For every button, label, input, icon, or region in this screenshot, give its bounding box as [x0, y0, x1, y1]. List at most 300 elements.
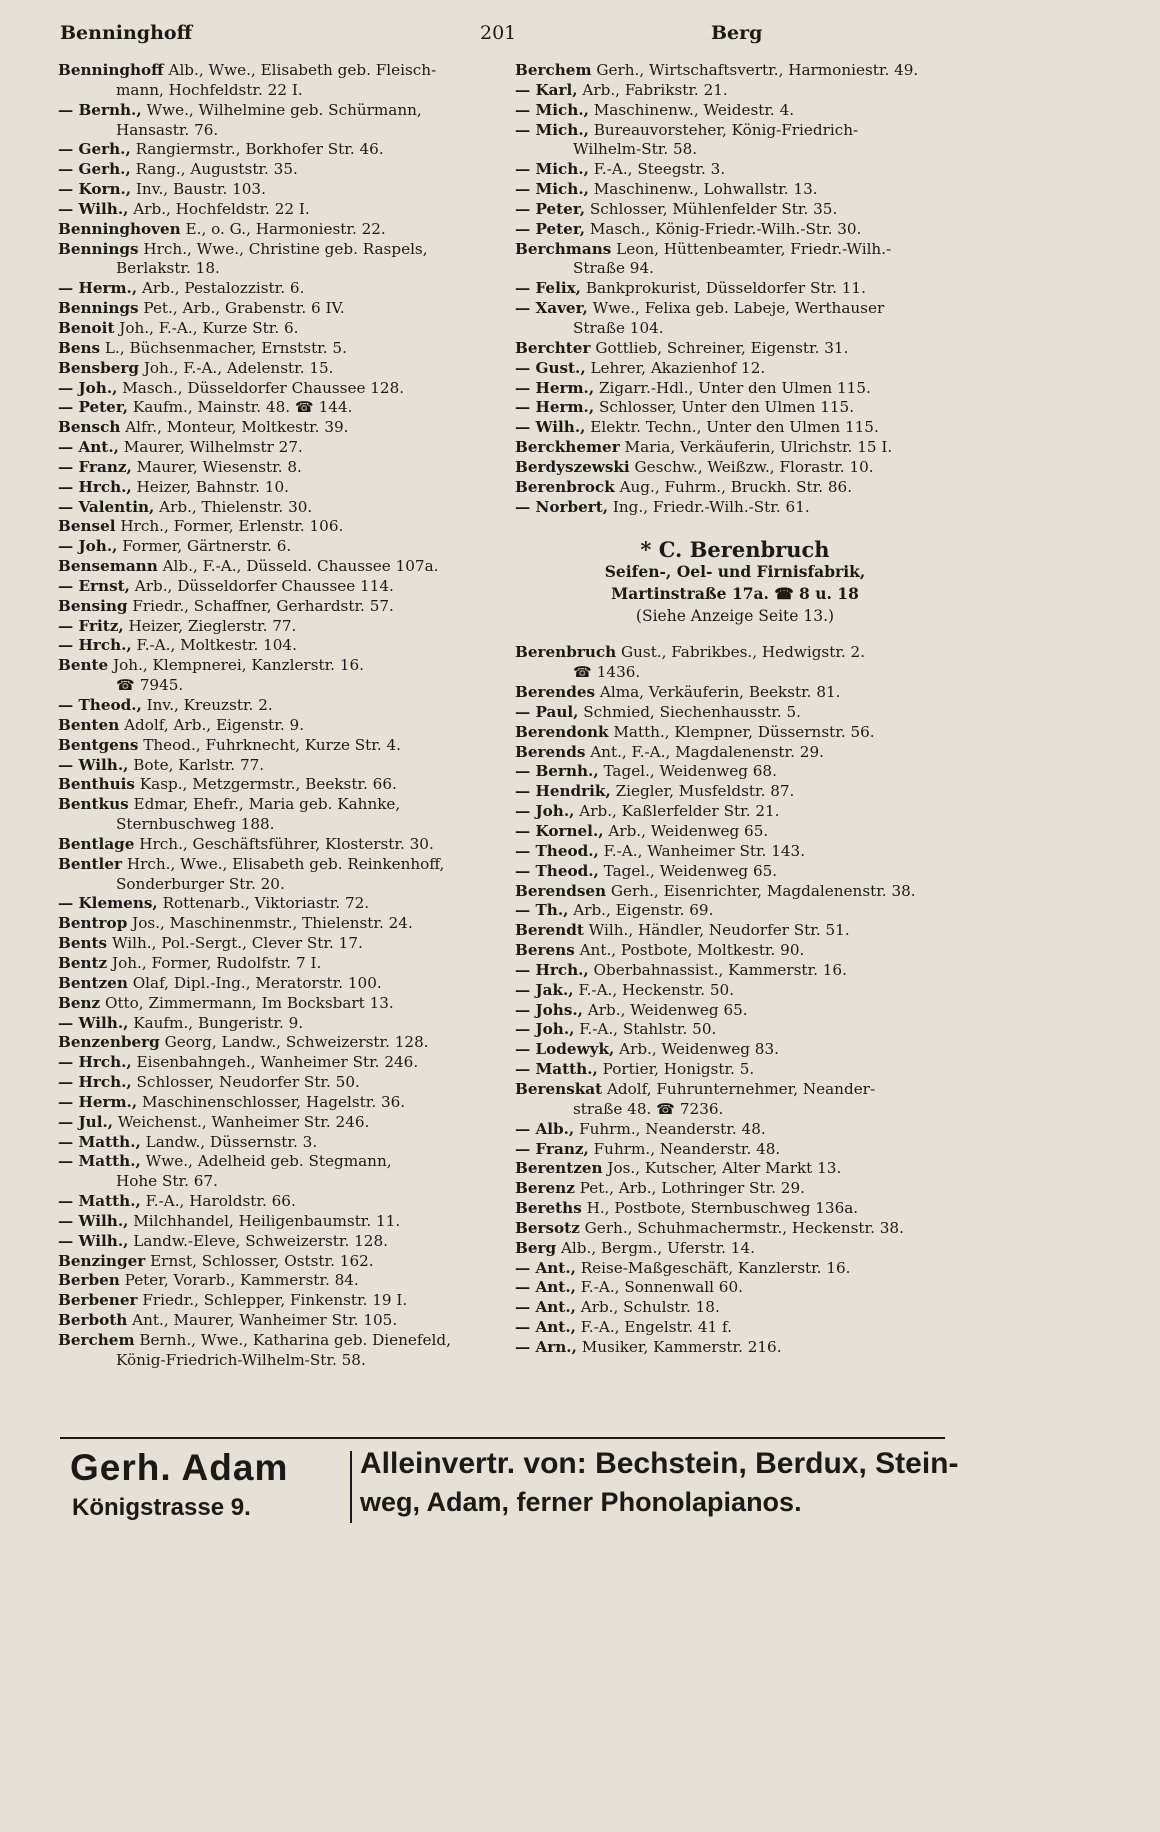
directory-entry: [58, 140, 498, 160]
directory-entry: [58, 1033, 498, 1053]
entry-first-line: [515, 299, 955, 319]
entry-details: Arb., Schulstr. 18.: [580, 1298, 720, 1317]
entry-details: Alb., F.-A., Düsseld. Chaussee 107a.: [162, 557, 439, 576]
directory-entry: [58, 1113, 498, 1133]
entry-first-line: [58, 1152, 498, 1172]
directory-entry: [58, 240, 498, 280]
directory-entry: [58, 359, 498, 379]
directory-entry: [58, 1331, 498, 1371]
entry-details: Adolf, Fuhrunternehmer, Neander-: [606, 1079, 876, 1098]
entry-details: Reise-Maßgeschäft, Kanzlerstr. 16.: [580, 1258, 851, 1277]
entry-name: — Mich.,: [515, 120, 589, 139]
entry-details: Ant., Postbote, Moltkestr. 90.: [579, 941, 805, 960]
advert-line-1: Seifen-, Oel- und Firnisfabrik,: [604, 562, 866, 582]
directory-entry: [58, 1252, 498, 1272]
entry-name: — Korn.,: [58, 180, 132, 199]
directory-entry: [515, 81, 955, 101]
entry-name: Berendt: [515, 921, 584, 940]
directory-entry: [58, 894, 498, 914]
entry-continuation: Hansastr. 76.: [116, 120, 219, 139]
directory-entry: [58, 636, 498, 656]
entry-first-line: [58, 716, 498, 736]
entry-name: — Franz,: [515, 1139, 589, 1158]
entry-name: Bensch: [58, 418, 121, 437]
directory-entry: [58, 279, 498, 299]
entry-name: Benzenberg: [58, 1033, 160, 1052]
entry-name: — Mich.,: [515, 160, 589, 179]
directory-entry: [515, 1020, 955, 1040]
entry-first-line: [515, 240, 955, 260]
directory-entry: [58, 656, 498, 696]
entry-name: — Matth.,: [58, 1192, 141, 1211]
entry-first-line: [515, 121, 955, 141]
entry-first-line: [58, 398, 498, 418]
entry-name: — Herm.,: [58, 279, 138, 298]
entry-details: F.-A., Engelstr. 41 f.: [580, 1318, 732, 1337]
entry-details: Hrch., Wwe., Christine geb. Raspels,: [143, 239, 428, 258]
entry-first-line: [515, 643, 955, 663]
entry-name: Berchem: [515, 61, 592, 79]
entry-first-line: [58, 1331, 498, 1351]
entry-details: F.-A., Heckenstr. 50.: [578, 980, 735, 999]
entry-details: Edmar, Ehefr., Maria geb. Kahnke,: [133, 795, 401, 814]
entry-name: Berendsen: [515, 881, 607, 900]
directory-entry: [515, 1239, 955, 1259]
entry-first-line: [515, 359, 955, 379]
entry-details: Olaf, Dipl.-Ing., Meratorstr. 100.: [132, 973, 382, 992]
entry-details: Inv., Baustr. 103.: [135, 180, 266, 199]
advert-line-3: (Siehe Anzeige Seite 13.): [635, 607, 835, 626]
entry-first-line: [515, 180, 955, 200]
directory-entry: [58, 617, 498, 637]
directory-entry: [58, 1311, 498, 1331]
entry-first-line: [515, 1179, 955, 1199]
directory-entry: [58, 557, 498, 577]
entry-name: — Peter,: [58, 398, 129, 417]
entry-details: Arb., Weidenweg 65.: [608, 822, 769, 840]
entry-first-line: [58, 696, 498, 716]
entry-details: Alfr., Monteur, Moltkestr. 39.: [125, 418, 349, 437]
entry-first-line: [515, 981, 955, 1001]
entry-details: Schmied, Siechenhausstr. 5.: [583, 702, 801, 721]
entry-name: — Hrch.,: [58, 636, 132, 655]
entry-details: F.-A., Moltkestr. 104.: [136, 636, 297, 655]
entry-name: — Ant.,: [515, 1258, 576, 1277]
entry-first-line: [58, 835, 498, 855]
directory-entry: [515, 339, 955, 359]
entry-continuation: Straße 104.: [573, 318, 664, 337]
header-right-keyword: Berg: [711, 22, 763, 44]
directory-entry: [58, 994, 498, 1014]
entry-first-line: [515, 438, 955, 458]
directory-entry: [515, 1179, 955, 1199]
entry-continuation: Sternbuschweg 188.: [116, 815, 275, 834]
entry-first-line: [515, 802, 955, 822]
left-column: [58, 61, 498, 1371]
directory-entry: [515, 458, 955, 478]
page-number: 201: [480, 22, 517, 44]
entry-name: Berckhemer: [515, 438, 620, 457]
directory-entry: [515, 1259, 955, 1279]
entry-first-line: [515, 379, 955, 399]
directory-entry: [58, 61, 498, 101]
directory-entry: [58, 1073, 498, 1093]
entry-name: Benzinger: [58, 1251, 146, 1270]
directory-entry: [515, 981, 955, 1001]
advert-line-2: Martinstraße 17a. ☎ 8 u. 18: [611, 584, 859, 604]
entry-name: Berenskat: [515, 1079, 603, 1098]
entry-first-line: [515, 1140, 955, 1160]
entry-details: Bureauvorsteher, König-Friedrich-: [593, 120, 859, 139]
entry-details: Bernh., Wwe., Katharina geb. Dienefeld,: [139, 1331, 451, 1349]
entry-details: Friedr., Schaffner, Gerhardstr. 57.: [132, 596, 394, 615]
entry-first-line: [515, 279, 955, 299]
entry-details: Elektr. Techn., Unter den Ulmen 115.: [590, 418, 879, 437]
entry-first-line: [515, 782, 955, 802]
footer-advert-line-2: weg, Adam, ferner Phonolapianos.: [360, 1487, 802, 1517]
right-entries-bottom: [515, 643, 955, 1357]
entry-details: Gerh., Schuhmachermstr., Heckenstr. 38.: [584, 1218, 904, 1237]
directory-entry: [58, 339, 498, 359]
entry-first-line: [515, 1159, 955, 1179]
entry-details: Aug., Fuhrm., Bruckh. Str. 86.: [619, 477, 853, 496]
entry-details: Ant., Maurer, Wanheimer Str. 105.: [132, 1311, 398, 1330]
directory-entry: [58, 299, 498, 319]
entry-name: — Gust.,: [515, 358, 586, 377]
entry-name: — Wilh.,: [58, 1211, 129, 1230]
entry-first-line: [58, 597, 498, 617]
entry-details: Milchhandel, Heiligenbaumstr. 11.: [133, 1211, 401, 1230]
entry-first-line: [58, 537, 498, 557]
entry-first-line: [515, 458, 955, 478]
entry-name: — Hrch.,: [58, 477, 132, 496]
entry-details: Rang., Auguststr. 35.: [135, 160, 298, 179]
entry-first-line: [515, 61, 955, 81]
entry-first-line: [58, 577, 498, 597]
entry-details: Landw.-Eleve, Schweizerstr. 128.: [133, 1231, 388, 1250]
directory-entry: [515, 802, 955, 822]
entry-first-line: [515, 743, 955, 763]
entry-continuation: ☎ 1436.: [573, 663, 641, 682]
entry-details: Maurer, Wilhelmstr 27.: [123, 438, 303, 457]
entry-details: Wwe., Felixa geb. Labeje, Werthauser: [592, 299, 885, 318]
entry-name: Berchter: [515, 338, 591, 357]
entry-details: Friedr., Schlepper, Finkenstr. 19 I.: [142, 1291, 408, 1310]
entry-name: Bentrop: [58, 914, 128, 933]
directory-entry: [58, 537, 498, 557]
entry-details: Adolf, Arb., Eigenstr. 9.: [124, 715, 305, 734]
directory-entry: [58, 418, 498, 438]
entry-details: Rangiermstr., Borkhofer Str. 46.: [135, 140, 384, 159]
entry-continuation: Berlakstr. 18.: [116, 259, 220, 278]
entry-name: Bersotz: [515, 1218, 580, 1237]
footer-divider: [60, 1437, 945, 1439]
directory-entry: [58, 1014, 498, 1034]
entry-name: — Matth.,: [58, 1132, 141, 1151]
entry-first-line: [58, 1053, 498, 1073]
advert-company-name: * C. Berenbruch: [640, 537, 830, 563]
entry-name: Bensemann: [58, 557, 158, 576]
entry-first-line: [58, 1133, 498, 1153]
entry-name: Berendes: [515, 683, 596, 702]
entry-details: Alma, Verkäuferin, Beekstr. 81.: [599, 683, 841, 702]
directory-entry: [515, 882, 955, 902]
directory-entry: [58, 180, 498, 200]
directory-entry: [515, 299, 955, 339]
entry-first-line: [515, 1318, 955, 1338]
entry-first-line: [58, 1192, 498, 1212]
entry-details: Ernst, Schlosser, Oststr. 162.: [150, 1251, 374, 1270]
entry-details: Gust., Fabrikbes., Hedwigstr. 2.: [621, 643, 866, 662]
entry-name: Berchem: [58, 1331, 135, 1349]
directory-entry: [515, 498, 955, 518]
entry-name: Berends: [515, 742, 586, 761]
directory-entry: [515, 822, 955, 842]
entry-name: Benz: [58, 993, 101, 1012]
entry-first-line: [515, 160, 955, 180]
entry-details: Joh., Klempnerei, Kanzlerstr. 16.: [113, 656, 364, 675]
directory-entry: [58, 101, 498, 141]
entry-details: Gerh., Eisenrichter, Magdalenenstr. 38.: [610, 881, 916, 900]
entry-details: Matth., Klempner, Düssernstr. 56.: [613, 722, 875, 741]
entry-details: Peter, Vorarb., Kammerstr. 84.: [124, 1271, 359, 1290]
entry-name: Berens: [515, 941, 575, 960]
entry-details: Wilh., Pol.-Sergt., Clever Str. 17.: [111, 934, 363, 953]
entry-first-line: [58, 101, 498, 121]
entry-first-line: [58, 934, 498, 954]
entry-first-line: [515, 478, 955, 498]
entry-details: Arb., Kaßlerfelder Str. 21.: [579, 802, 780, 821]
directory-entry: [515, 921, 955, 941]
entry-name: — Johs.,: [515, 1000, 583, 1019]
directory-entry: [515, 1140, 955, 1160]
directory-entry: [515, 1120, 955, 1140]
entry-name: — Wilh.,: [58, 1013, 129, 1032]
entry-details: Hrch., Geschäftsführer, Klosterstr. 30.: [139, 834, 434, 853]
entry-continuation: Sonderburger Str. 20.: [116, 874, 285, 893]
directory-entry: [58, 220, 498, 240]
entry-details: Jos., Kutscher, Alter Markt 13.: [607, 1159, 842, 1178]
directory-entry: [515, 200, 955, 220]
entry-details: Geschw., Weißzw., Florastr. 10.: [634, 457, 874, 476]
directory-entry: [515, 418, 955, 438]
entry-details: Bote, Karlstr. 77.: [133, 755, 265, 774]
entry-details: Wwe., Adelheid geb. Stegmann,: [145, 1152, 392, 1171]
directory-entry: [515, 220, 955, 240]
entry-name: — Joh.,: [58, 378, 118, 397]
entry-first-line: [58, 478, 498, 498]
entry-first-line: [58, 339, 498, 359]
entry-continuation: Wilhelm-Str. 58.: [573, 140, 698, 159]
directory-entry: [58, 458, 498, 478]
directory-entry: [515, 901, 955, 921]
entry-details: Wilh., Händler, Neudorfer Str. 51.: [588, 921, 850, 940]
entry-details: Eisenbahngeh., Wanheimer Str. 246.: [136, 1053, 419, 1072]
entry-name: — Fritz,: [58, 616, 124, 635]
directory-entry: [58, 319, 498, 339]
header-left-keyword: Benninghoff: [60, 22, 193, 44]
entry-name: — Bernh.,: [515, 762, 599, 781]
entry-details: F.-A., Wanheimer Str. 143.: [603, 841, 806, 860]
entry-first-line: [58, 756, 498, 776]
entry-name: Bentz: [58, 953, 108, 972]
directory-entry: [58, 914, 498, 934]
directory-entry: [58, 1093, 498, 1113]
entry-name: — Felix,: [515, 279, 581, 298]
entry-name: Bentzen: [58, 973, 128, 992]
entry-first-line: [515, 1040, 955, 1060]
entry-name: — Gerh.,: [58, 140, 131, 159]
directory-entry: [515, 862, 955, 882]
entry-details: Joh., F.-A., Kurze Str. 6.: [119, 318, 299, 337]
directory-entry: [58, 696, 498, 716]
entry-first-line: [515, 81, 955, 101]
entry-name: — Jul.,: [58, 1112, 114, 1131]
entry-name: Berendonk: [515, 722, 609, 741]
entry-first-line: [515, 941, 955, 961]
directory-entry: [58, 398, 498, 418]
entry-name: — Peter,: [515, 199, 586, 218]
entry-name: Bentler: [58, 854, 122, 873]
entry-details: Wwe., Wilhelmine geb. Schürmann,: [146, 100, 422, 119]
entry-details: Pet., Arb., Lothringer Str. 29.: [579, 1179, 805, 1198]
directory-entry: [58, 597, 498, 617]
entry-first-line: [58, 240, 498, 260]
directory-entry: [58, 478, 498, 498]
directory-entry: [515, 240, 955, 280]
entry-name: — Joh.,: [515, 1020, 575, 1039]
entry-first-line: [58, 557, 498, 577]
entry-name: — Joh.,: [58, 537, 118, 556]
entry-details: Kasp., Metzgermstr., Beekstr. 66.: [139, 775, 397, 794]
entry-details: Musiker, Kammerstr. 216.: [581, 1337, 782, 1356]
entry-first-line: [58, 359, 498, 379]
entry-details: Arb., Fabrikstr. 21.: [582, 80, 728, 99]
entry-name: Benten: [58, 715, 120, 734]
entry-first-line: [58, 438, 498, 458]
entry-details: Schlosser, Mühlenfelder Str. 35.: [589, 199, 838, 218]
entry-first-line: [58, 736, 498, 756]
entry-name: Benoit: [58, 318, 115, 337]
entry-first-line: [515, 1298, 955, 1318]
entry-details: Tagel., Weidenweg 65.: [603, 861, 778, 880]
entry-first-line: [58, 994, 498, 1014]
directory-entry: [515, 160, 955, 180]
entry-first-line: [515, 1278, 955, 1298]
entry-name: — Jak.,: [515, 980, 574, 999]
directory-entry: [58, 1133, 498, 1153]
entry-name: — Theod.,: [515, 841, 599, 860]
entry-first-line: [58, 1073, 498, 1093]
entry-name: Bentgens: [58, 735, 139, 754]
directory-entry: [515, 398, 955, 418]
entry-first-line: [58, 1033, 498, 1053]
entry-first-line: [515, 200, 955, 220]
entry-first-line: [58, 1113, 498, 1133]
directory-entry: [515, 1080, 955, 1120]
entry-name: Benninghoff: [58, 61, 164, 79]
directory-entry: [515, 438, 955, 458]
entry-name: — Matth.,: [515, 1060, 598, 1079]
entry-name: — Ant.,: [515, 1278, 576, 1297]
entry-name: — Paul,: [515, 702, 579, 721]
entry-first-line: [515, 1020, 955, 1040]
entry-details: Schlosser, Neudorfer Str. 50.: [136, 1073, 360, 1092]
entry-first-line: [58, 220, 498, 240]
directory-entry: [515, 1159, 955, 1179]
entry-name: Berboth: [58, 1311, 128, 1330]
entry-first-line: [515, 683, 955, 703]
entry-first-line: [515, 703, 955, 723]
right-entries-top: [515, 61, 955, 517]
entry-name: — Bernh.,: [58, 100, 142, 119]
directory-entry: [58, 835, 498, 855]
entry-details: Joh., Former, Rudolfstr. 7 I.: [112, 953, 322, 972]
directory-entry: [58, 775, 498, 795]
directory-entry: [515, 961, 955, 981]
entry-name: Bennings: [58, 299, 139, 318]
entry-first-line: [515, 1259, 955, 1279]
entry-first-line: [58, 61, 498, 81]
directory-entry: [515, 359, 955, 379]
entry-first-line: [58, 160, 498, 180]
entry-name: Berben: [58, 1271, 120, 1290]
entry-first-line: [58, 954, 498, 974]
entry-name: — Ant.,: [58, 438, 119, 457]
entry-first-line: [58, 974, 498, 994]
entry-details: Arb., Thielenstr. 30.: [159, 497, 313, 516]
entry-first-line: [58, 1271, 498, 1291]
directory-entry: [58, 855, 498, 895]
directory-entry: [515, 643, 955, 683]
entry-first-line: [58, 894, 498, 914]
entry-continuation: Straße 94.: [573, 259, 654, 278]
entry-name: — Hrch.,: [58, 1073, 132, 1092]
entry-details: Inv., Kreuzstr. 2.: [146, 696, 273, 714]
entry-details: Heizer, Zieglerstr. 77.: [128, 616, 297, 635]
directory-entry: [515, 1060, 955, 1080]
directory-entry: [58, 1152, 498, 1192]
directory-entry: [515, 762, 955, 782]
entry-details: Masch., Düsseldorfer Chaussee 128.: [122, 378, 405, 397]
entry-name: Benthuis: [58, 775, 135, 794]
entry-continuation: Hohe Str. 67.: [116, 1172, 218, 1191]
directory-entry: [58, 498, 498, 518]
directory-entry: [58, 200, 498, 220]
entry-name: Bents: [58, 934, 108, 953]
entry-first-line: [58, 914, 498, 934]
entry-details: Arb., Düsseldorfer Chaussee 114.: [134, 576, 394, 595]
entry-first-line: [515, 498, 955, 518]
directory-entry: [515, 1001, 955, 1021]
directory-entry: [515, 703, 955, 723]
entry-first-line: [515, 1338, 955, 1358]
directory-entry: [58, 1232, 498, 1252]
entry-first-line: [515, 842, 955, 862]
entry-details: Georg, Landw., Schweizerstr. 128.: [164, 1033, 429, 1052]
entry-details: Oberbahnassist., Kammerstr. 16.: [593, 960, 847, 979]
footer-advertisement: [70, 1447, 959, 1527]
entry-name: — Karl,: [515, 80, 578, 99]
entry-details: F.-A., Steegstr. 3.: [593, 160, 726, 179]
entry-details: Landw., Düssernstr. 3.: [145, 1132, 318, 1151]
entry-details: Gerh., Wirtschaftsvertr., Harmoniestr. 49.: [596, 61, 919, 79]
entry-name: — Mich.,: [515, 180, 589, 199]
entry-name: — Hendrik,: [515, 782, 611, 801]
entry-details: Weichenst., Wanheimer Str. 246.: [117, 1112, 370, 1131]
entry-name: — Ant.,: [515, 1298, 576, 1317]
entry-details: L., Büchsenmacher, Ernststr. 5.: [104, 338, 347, 357]
